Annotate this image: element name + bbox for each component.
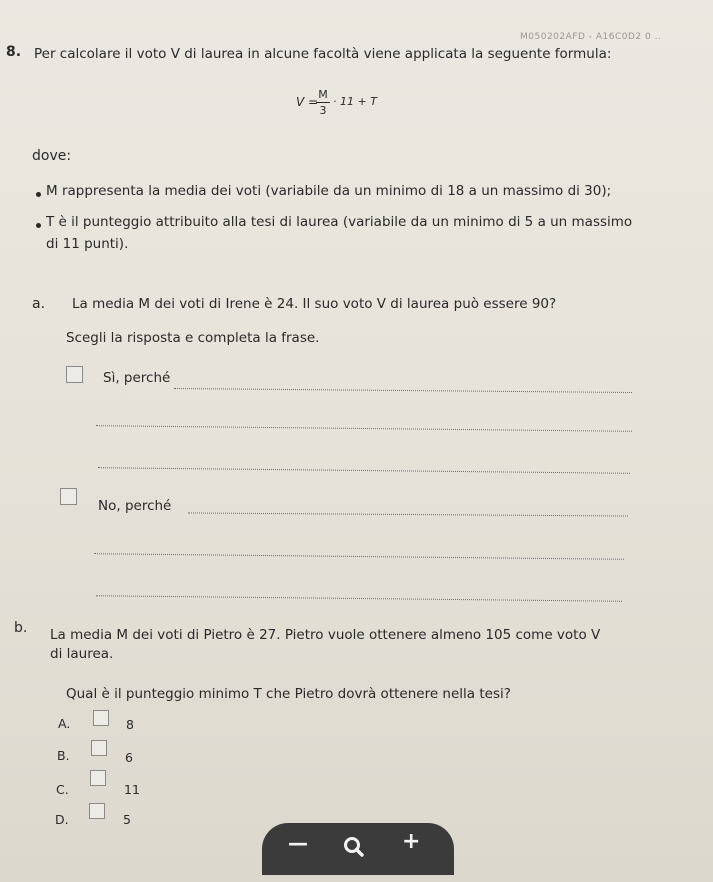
document-code: M050202AFD - A16C0D2 0 .. [520,32,662,42]
checkbox-choice-a[interactable] [93,710,109,726]
checkbox-choice-b[interactable] [91,740,107,756]
choice-a-letter: A. [58,716,71,731]
checkbox-choice-c[interactable] [90,770,106,786]
zoom-in-button[interactable]: + [402,829,421,854]
bullet-text-t: T è il punteggio attribuito alla tesi di laurea (variabile da un minimo di 5 a un massimo [46,214,633,230]
part-a-instruction: Scegli la risposta e completa la frase. [66,330,320,346]
formula-denominator: 3 [319,104,327,117]
bullet-marker [36,192,41,197]
choice-b-value: 6 [125,750,133,765]
zoom-out-button[interactable]: — [288,831,308,855]
part-a-question: La media M dei voti di Irene è 24. Il suo voto V di laurea può essere 90? [72,296,557,312]
dove-label: dove: [32,148,72,164]
answer-line[interactable] [96,595,622,602]
formula-numerator: M [318,88,328,101]
choice-b-letter: B. [57,748,70,763]
part-b-label: b. [14,620,28,636]
checkbox-choice-d[interactable] [89,803,105,819]
bullet-marker [36,223,41,228]
search-icon [342,835,366,859]
choice-c-value: 11 [124,782,140,797]
part-b-question-line2: di laurea. [50,646,114,662]
formula-rest: · 11 + T [333,95,377,108]
option-no-label: No, perché [98,498,172,514]
checkbox-no[interactable] [60,488,77,505]
choice-d-letter: D. [55,812,69,827]
part-b-question-line1: La media M dei voti di Pietro è 27. Pietro vuole ottenere almeno 105 come voto V [50,627,601,643]
answer-line[interactable] [94,553,624,560]
choice-d-value: 5 [123,812,131,827]
search-button[interactable] [342,835,366,863]
choice-a-value: 8 [126,717,134,732]
formula-left: V = [296,95,319,109]
answer-line[interactable] [174,388,632,393]
exercise-intro: Per calcolare il voto V di laurea in alcune facoltà viene applicata la seguente formula: [34,46,612,62]
bullet-text-m: M rappresenta la media dei voti (variabile da un minimo di 18 a un massimo di 30); [46,183,612,199]
answer-line[interactable] [96,425,632,432]
part-b-question2: Qual è il punteggio minimo T che Pietro dovrà ottenere nella tesi? [66,686,511,702]
choice-c-letter: C. [56,782,69,797]
answer-line[interactable] [188,512,628,516]
formula-fraction [316,88,330,117]
checkbox-si[interactable] [66,366,83,383]
bullet-text-t-cont: di 11 punti). [46,236,129,252]
viewer-toolbar [262,823,454,875]
fraction-bar [316,102,330,103]
part-a-label: a. [32,296,46,312]
answer-line[interactable] [98,467,630,474]
exercise-number: 8. [6,44,22,60]
option-si-label: Sì, perché [103,370,171,386]
